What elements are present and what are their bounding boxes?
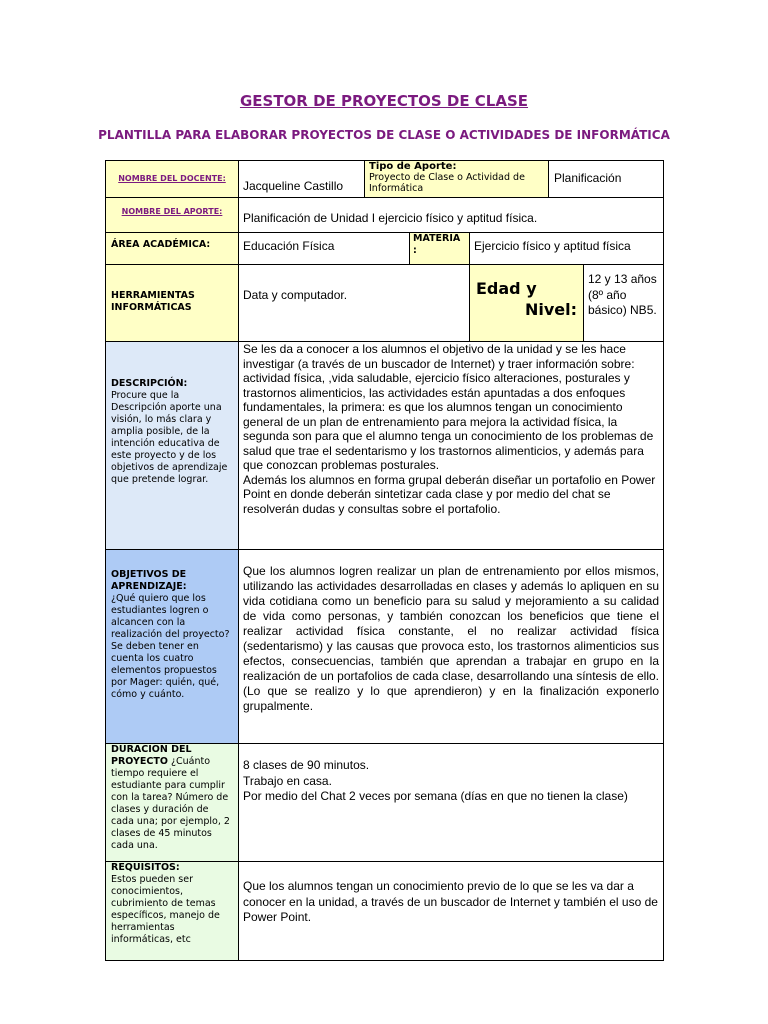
requisitos-label: REQUISITOS: (111, 862, 180, 873)
requisitos-hint: Estos pueden ser conocimientos, cubrimiento de temas específicos, manejo de herramientas informáticas, etc (111, 874, 220, 945)
requisitos-label-cell (105, 861, 239, 961)
aporte-value-cell (238, 197, 664, 233)
tipo-aporte-text: Proyecto de Clase o Actividad de Informática (369, 172, 525, 194)
herramientas-value-cell (238, 264, 470, 342)
herramientas-value: Data y computador. (243, 288, 348, 302)
materia-label-cell (409, 232, 470, 265)
materia-label: MATERIA : (413, 233, 461, 256)
area-value: Educación Física (243, 239, 335, 253)
descripcion-text-1: Se les da a conocer a los alumnos el objetivo de la unidad y se les hace investigar (a través de un buscador de Internet) y traer información sobre: actividad física, ,vida saludable, ejercicio físico alteraciones, posturales y trastornos alimenticios, las actividades están apuntadas a dos enfoques fundamentales, la primera: es que los alumnos tengan un conocimiento general de un plan de entrenamiento para mejora la actividad física, la segunda son para que el alumno tenga un conocimiento de los problemas de salud que trae el sedentarismo y los trastornos alimenticios, y además para que conozcan problemas posturales. (243, 342, 654, 472)
edad-value-cell (583, 264, 664, 342)
edad-label-line2: Nivel: (524, 300, 577, 319)
duracion-line-2: Trabajo en casa. (243, 773, 332, 788)
edad-label-cell (469, 264, 584, 342)
objetivos-value-cell (238, 549, 664, 744)
docente-label-cell (105, 160, 239, 198)
descripcion-text-2: Además los alumnos en forma grupal deberán diseñar un portafolio en Power Point en donde deberán sintetizar cada clase y por medio del chat se resolverán dudas y consultas sobre el portafolio. (243, 472, 656, 516)
docente-label: NOMBRE DEL DOCENTE: (118, 174, 226, 183)
docente-value-cell (238, 160, 365, 198)
objetivos-label-cell (105, 549, 239, 744)
tipo-aporte-cell (364, 160, 549, 198)
objetivos-hint: ¿Qué quiero que los estudiantes logren o alcancen con la realización del proyecto? Se deben tener en cuenta los cuatro elementos propuestos por Mager: quién, qué, cómo y cuánto. (111, 593, 230, 700)
herramientas-label: HERRAMIENTAS INFORMÁTICAS (111, 290, 195, 313)
duracion-label-cell (105, 743, 239, 862)
aporte-label: NOMBRE DEL APORTE: (121, 207, 223, 216)
descripcion-label: DESCRIPCIÓN: (111, 378, 188, 389)
area-label: ÁREA ACADÉMICA: (111, 239, 211, 250)
aporte-label-cell (105, 197, 239, 233)
document-title: GESTOR DE PROYECTOS DE CLASE (239, 92, 529, 110)
docente-value: Jacqueline Castillo (243, 179, 344, 193)
edad-label-line1: Edad y (476, 279, 537, 298)
aporte-value: Planificación de Unidad I ejercicio físico y aptitud física. (243, 211, 538, 225)
document-subtitle: PLANTILLA PARA ELABORAR PROYECTOS DE CLASE O ACTIVIDADES DE INFORMÁTICA (98, 128, 670, 142)
herramientas-label-cell (105, 264, 239, 342)
descripcion-value-cell (238, 341, 664, 550)
duracion-value-cell (238, 743, 664, 862)
area-label-cell (105, 232, 239, 265)
tipo-aporte-label: Tipo de Aporte: (369, 161, 457, 172)
requisitos-value-cell (238, 861, 664, 961)
duracion-line-3: Por medio del Chat 2 veces por semana (días en que no tienen la clase) (243, 789, 628, 803)
objetivos-label: OBJETIVOS DE APRENDIZAJE: (111, 569, 187, 592)
duracion-label: DURACION DEL PROYECTO (111, 744, 192, 767)
duracion-line-1: 8 clases de 90 minutos. (243, 758, 370, 772)
edad-value: 12 y 13 años (8º año básico) NB5. (588, 272, 657, 317)
objetivos-text: Que los alumnos logren realizar un plan de entrenamiento por ellos mismos, utilizando las actividades desarrolladas en clases y además lo apliquen en su vida cotidiana como un beneficio para su salud y mejoramiento a su calidad de vida como personas, y también conozcan los beneficios que tiene el realizar actividad física constante, el no realizar actividad física (sedentarismo) y las causas que provoca esto, los trastornos alimenticios sus efectos, consecuencias, también que aprendan a trabajar en grupo en la realización de un portafolios de cada clase, desarrollando una síntesis de ello. (Lo que se realizo y lo que aprendieron) y en la finalización exponerlo grupalmente. (243, 564, 659, 713)
tipo-aporte-value: Planificación (554, 171, 622, 185)
requisitos-text: Que los alumnos tengan un conocimiento previo de lo que se les va dar a conocer en la unidad, a través de un buscador de Internet y también el uso de Power Point. (243, 879, 658, 924)
descripcion-hint: Procure que la Descripción aporte una visión, lo más clara y amplia posible, de la intención educativa de este proyecto y de los objetivos de aprendizaje que pretende lograr. (111, 390, 228, 485)
materia-value-cell (469, 232, 664, 265)
area-value-cell (238, 232, 410, 265)
descripcion-label-cell (105, 341, 239, 550)
tipo-aporte-value-cell (548, 160, 664, 198)
materia-value: Ejercicio físico y aptitud física (474, 239, 631, 253)
duracion-hint: ¿Cuánto tiempo requiere el estudiante para cumplir con la tarea? Número de clases y duración de cada una; por ejemplo, 2 clases de 45 minutos cada una. (111, 756, 230, 851)
